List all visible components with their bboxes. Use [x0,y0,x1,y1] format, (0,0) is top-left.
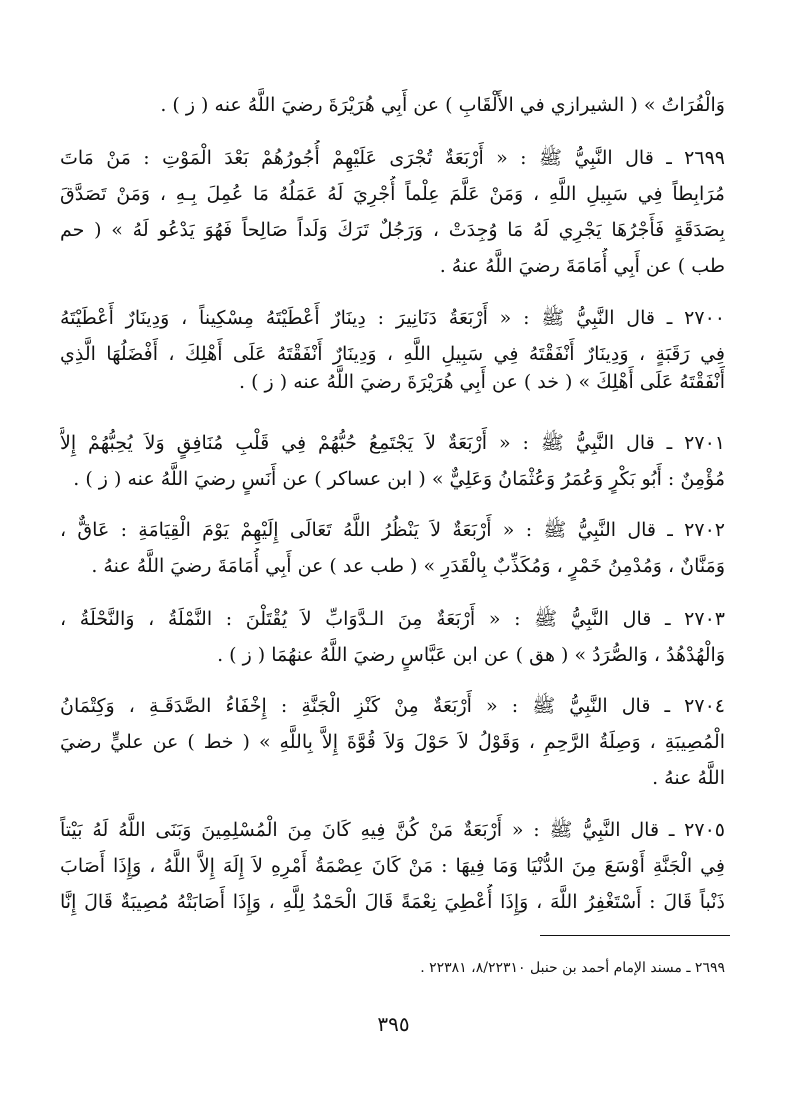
text-line: طب ) عن أَبِي أُمَامَةَ رضيَ اللَّهُ عنهُ . [439,255,725,277]
text-line: ٢٦٩٩ ـ قال النَّبِيُّ ﷺ : « أَرْبَعَةٌ تُجْرَى عَلَيْهِمْ أُجُورُهُمْ بَعْدَ الْمَوْتِ : مَنْ مَاتَ [60,147,725,169]
text-line: بِصَدَقَةٍ فَأَجْرُهَا يَجْرِي لَهُ مَا وُجِدَتْ ، وَرَجُلٌ تَرَكَ وَلَداً صَالِحاً فَهُوَ يَدْعُو لَهُ » ( حم [60,219,725,241]
text-line: مُرَابِطاً فِي سَبِيلِ اللَّهِ ، وَمَنْ عَلَّمَ عِلْماً أُجْرِيَ لَهُ عَمَلُهُ مَا عُمِلَ بِـهِ ، وَمَنْ تَصَدَّقَ [60,183,725,205]
text-line: وَالْهُدْهُدُ ، وَالصُّرَدُ » ( هق ) عن ابن عَبَّاسٍ رضيَ اللَّهُ عنهُمَا ( ز ) . [217,644,725,666]
text-line: أَنْفَقْتَهُ عَلَى أَهْلِكَ » ( خد ) عن أَبِي هُرَيْرَةَ رضيَ اللَّهُ عنه ( ز ) . [239,371,725,393]
text-line: فِي رَقَبَةٍ ، وَدِينَارٌ أَنْفَقْتَهُ فِي سَبِيلِ اللَّهِ ، وَدِينَارٌ أَنْفَقْتَهُ عَلَى أَهْلِكَ ، أَفْضَلُهَا الَّذِي [60,343,725,365]
text-line: ٢٧٠٥ ـ قال النَّبِيُّ ﷺ : « أَرْبَعَةٌ مَنْ كُنَّ فِيهِ كَانَ مِنَ الْمُسْلِمِينَ وَبَنَى اللَّهُ لَهُ بَيْتاً [60,819,725,841]
text-line: الْمُصِيبَةِ ، وَصِلَةُ الرَّحِمِ ، وَقَوْلُ لاَ حَوْلَ وَلاَ قُوَّةَ إِلاَّ بِاللَّهِ » ( خط ) عن عليٍّ رضيَ [60,731,725,753]
text-line: مُؤْمِنٌ : أَبُو بَكْرٍ وَعُمَرُ وَعُثْمَانُ وَعَلِيٌّ » ( ابن عساكر ) عن أَنَسٍ رضيَ اللَّهُ عنه ( ز ) . [73,468,725,490]
text-line: فِي الْجَنَّةِ أَوْسَعَ مِنَ الدُّنْيَا وَمَا فِيهَا : مَنْ كَانَ عِصْمَةُ أَمْرِهِ لاَ إِلَهَ إِلاَّ اللَّهُ ، وَإِذَا أَصَابَ [60,855,725,877]
text-line: ٢٧٠٣ ـ قال النَّبِيُّ ﷺ : « أَرْبَعَةٌ مِنَ الـدَّوَابِّ لاَ يُقْتَلْنَ : النَّمْلَةُ ، وَالنَّحْلَةُ ، [60,608,725,630]
text-line: ٢٧٠١ ـ قال النَّبِيُّ ﷺ : « أَرْبَعَةٌ لاَ يَجْتَمِعُ حُبُّهُمْ فِي قَلْبِ مُنَافِقٍ وَلاَ يُحِبُّهُمْ إِلاَّ [60,432,725,454]
text-line: ٢٧٠٢ ـ قال النَّبِيُّ ﷺ : « أَرْبَعَةٌ لاَ يَنْظُرُ اللَّهُ تَعَالَى إِلَيْهِمْ يَوْمَ الْقِيَامَةِ : عَاقٌّ ، [60,519,725,541]
text-line: ذَنْباً قَالَ : أَسْتَغْفِرُ اللَّهَ ، وَإِذَا أُعْطِيَ نِعْمَةً قَالَ الْحَمْدُ لِلَّهِ ، وَإِذَا أَصَابَتْهُ مُصِيبَةٌ قَالَ إِنَّا [60,891,725,913]
footnote-divider [540,935,730,936]
text-line: ٢٧٠٠ ـ قال النَّبِيُّ ﷺ : « أَرْبَعَةُ دَنَانِيرَ : دِينَارٌ أَعْطَيْتَهُ مِسْكِيناً ، وَدِينَارٌ أَعْطَيْتَهُ [60,307,725,329]
text-line: وَمَنَّانٌ ، وَمُدْمِنُ خَمْرٍ ، وَمُكَذِّبٌ بِالْقَدَرِ » ( طب عد ) عن أَبِي أُمَامَةَ رضيَ اللَّهُ عنهُ . [91,555,725,577]
text-line: وَالْفُرَاتُ » ( الشيرازي في الأَلْقَابِ ) عن أَبِي هُرَيْرَةَ رضيَ اللَّهُ عنه ( ز ) . [160,94,725,116]
footnote: ٢٦٩٩ ـ مسند الإمام أحمد بن حنبل ٨/٢٢٣١٠، ٢٢٣٨١ . [420,960,725,976]
page-number: ٣٩٥ [377,1012,410,1036]
text-line: اللَّهُ عنهُ . [652,767,725,789]
text-line: ٢٧٠٤ ـ قال النَّبِيُّ ﷺ : « أَرْبَعَةٌ مِنْ كَنْزِ الْجَنَّةِ : إِخْفَاءُ الصَّدَقَـةِ ، وَكِتْمَانُ [60,695,725,717]
